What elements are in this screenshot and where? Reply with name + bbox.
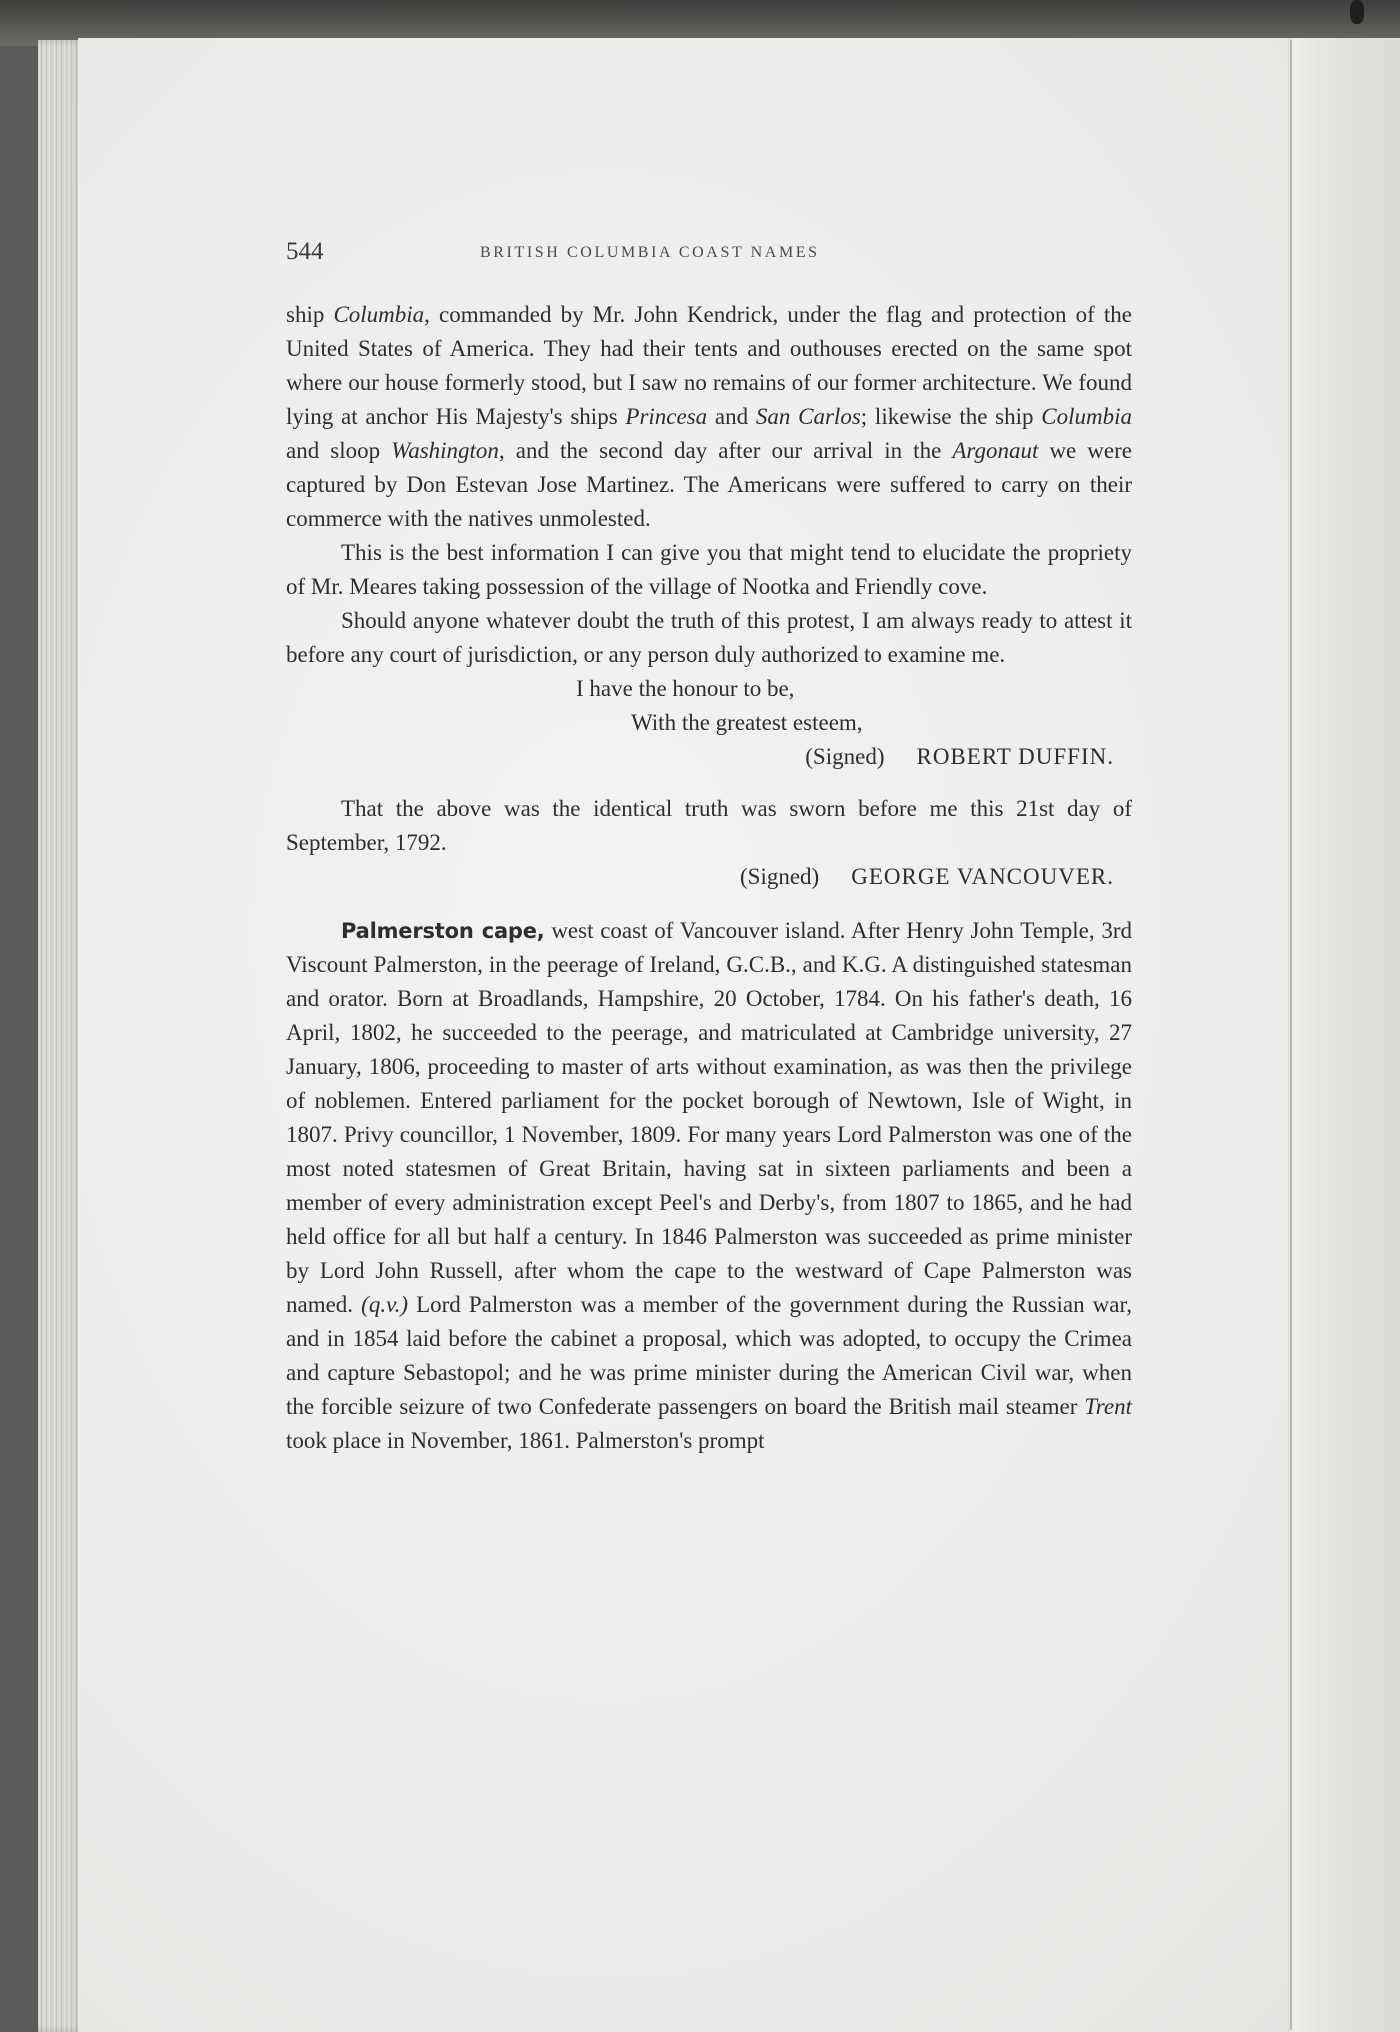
text-run: and the second day after our arrival in the — [504, 438, 953, 463]
gutter-line — [1290, 40, 1292, 2030]
text-run: ship — [286, 302, 334, 327]
ship-name: Columbia, — [333, 302, 430, 327]
text-run: took place in November, 1861. Palmerston's prompt — [286, 1428, 765, 1453]
entry-palmerston-cape — [286, 914, 1132, 1458]
paragraph-letter-continuation — [286, 298, 1132, 536]
ship-name: Columbia — [1041, 404, 1132, 429]
text-run: and — [707, 404, 756, 429]
text-run: Lord Palmerston was a member of the government during the Russian war, and in 1854 laid before the cabinet a proposal, which was adopted, to occupy the Crimea and capture Sebastopol; and he was prime minister during the American Civil war, when the forcible seizure of two Confederate passengers on board the British mail steamer — [286, 1292, 1132, 1419]
body-text — [286, 298, 1132, 1458]
text-run: commanded by Mr. John Kendrick, under the flag and protection of the United States of America. They had their tents and outhouses erected on the same spot where our house formerly stood, but I saw no remains of our former architecture. We found lying at anchor His Majesty's ships — [286, 302, 1132, 429]
text-run: west coast of Vancouver island. After Henry John Temple, 3rd Viscount Palmerston, in the peerage of Ireland, G.C.B., and K.G. A distinguished statesman and orator. Born at Broadlands, Hampshire, 20 October, 1784. On his father's death, 16 April, 1802, he succeeded to the peerage, and matriculated at Cambridge university, 27 January, 1806, proceeding to master of arts without examination, as was then the privilege of noblemen. Entered parliament for the pocket borough of Newtown, Isle of Wight, in 1807. Privy councillor, 1 November, 1809. For many years Lord Palmerston was one of the most noted statesmen of Great Britain, having sat in sixteen parliaments and been a member of every administration except Peel's and Derby's, from 1807 to 1865, and he had held office for all but half a century. In 1846 Palmerston was succeeded as prime minister by Lord John Russell, after whom the cape to the westward of Cape Palmerston was named. — [286, 918, 1133, 1317]
paragraph-information: This is the best information I can give you that might tend to elucidate the propriety of Mr. Meares taking possession of the village of Nootka and Friendly cove. — [286, 540, 1132, 599]
facing-page-edge — [1288, 38, 1400, 2032]
running-title: BRITISH COLUMBIA COAST NAMES — [480, 244, 820, 261]
paragraph-protest: Should anyone whatever doubt the truth of this protest, I am always ready to attest it before any court of jurisdiction, or any person duly authorized to examine me. — [286, 608, 1132, 667]
ship-name: Trent — [1084, 1394, 1132, 1419]
ship-name: Princesa — [625, 404, 708, 429]
paragraph-attestation: That the above was the identical truth was sworn before me this 21st day of September, 1792. — [286, 796, 1132, 855]
signature-duffin — [286, 740, 1132, 774]
ship-name: Washington, — [391, 438, 505, 463]
signer-name: GEORGE VANCOUVER. — [851, 864, 1114, 889]
signed-label: (Signed) — [805, 744, 885, 769]
signer-name: ROBERT DUFFIN. — [916, 744, 1114, 769]
text-run: and sloop — [286, 438, 392, 463]
text-run: we were captured by Don Estevan Jose Martinez. The Americans were suffered to carry on their commerce with the natives unmolested. — [286, 438, 1132, 531]
entry-headword: Palmerston cape, — [341, 919, 545, 943]
ship-name: Argonaut — [952, 438, 1039, 463]
spacer — [286, 894, 1132, 914]
ship-name: San Carlos — [755, 404, 861, 429]
text-run: ; likewise the ship — [860, 404, 1042, 429]
closing-line-2: With the greatest esteem, — [631, 710, 863, 735]
cross-reference: (q.v.) — [361, 1292, 408, 1317]
page-number: 544 — [286, 238, 324, 265]
closing-line-1: I have the honour to be, — [576, 676, 795, 701]
scan-smudge — [1350, 0, 1364, 24]
spacer — [286, 774, 1132, 792]
signature-vancouver — [286, 860, 1132, 894]
running-head — [286, 238, 1166, 278]
signed-label: (Signed) — [740, 864, 820, 889]
